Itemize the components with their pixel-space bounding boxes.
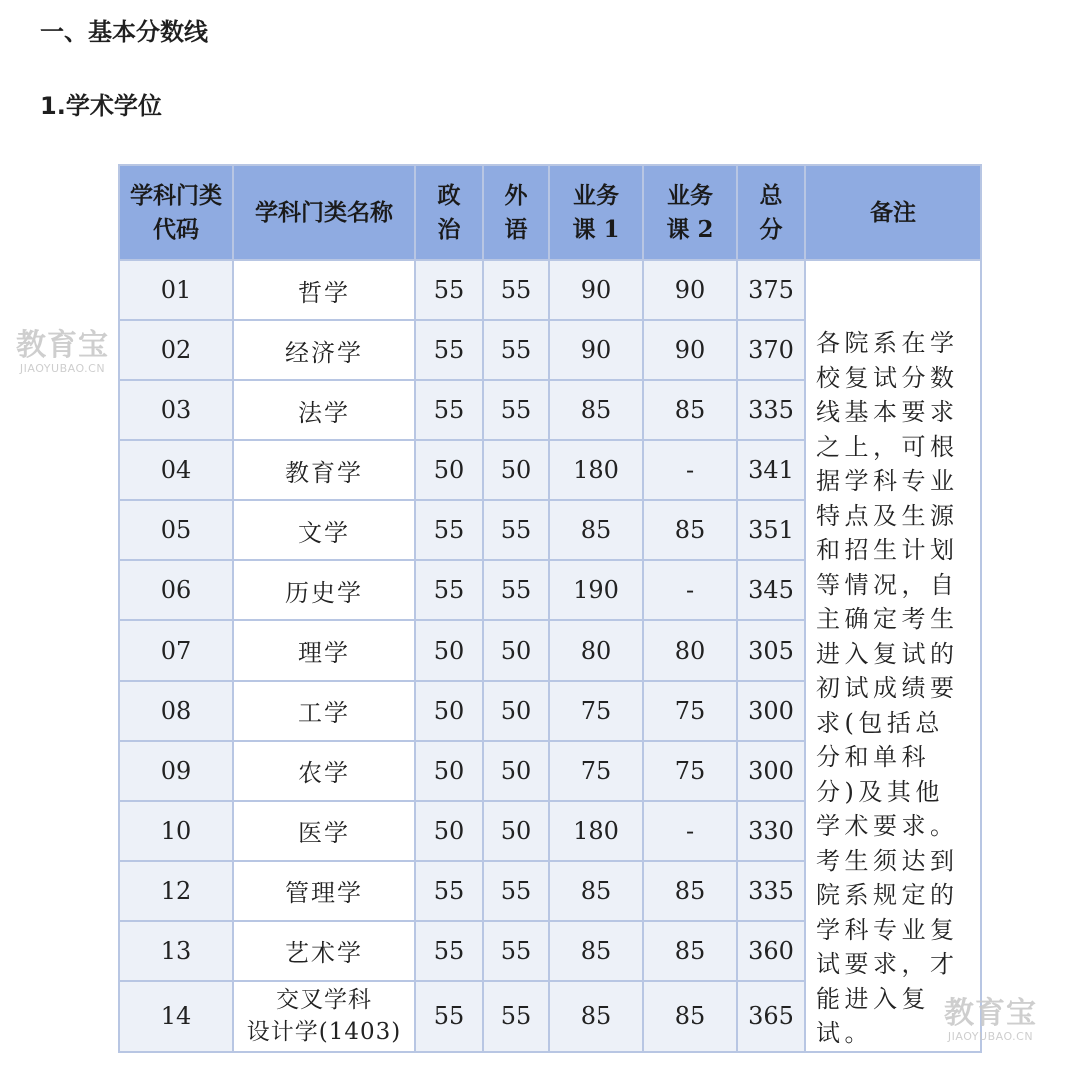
header-course-1: 业务 课 1 (549, 165, 643, 260)
cell-code: 02 (119, 320, 233, 380)
cell-total: 335 (737, 861, 805, 921)
cell-code: 05 (119, 500, 233, 560)
cell-name: 历史学 (233, 560, 415, 620)
cell-code: 10 (119, 801, 233, 861)
remark-cell (805, 260, 981, 1052)
cell-course2: - (643, 560, 737, 620)
cell-code: 08 (119, 681, 233, 741)
cell-course2: 75 (643, 681, 737, 741)
cell-course2: 85 (643, 921, 737, 981)
cell-politics: 55 (415, 861, 483, 921)
cell-course1: 190 (549, 560, 643, 620)
cell-course1: 180 (549, 440, 643, 500)
header-remark: 备注 (805, 165, 981, 260)
cell-code: 04 (119, 440, 233, 500)
cell-foreign-language: 55 (483, 921, 549, 981)
cell-politics: 55 (415, 380, 483, 440)
header-name: 学科门类名称 (233, 165, 415, 260)
cell-politics: 55 (415, 921, 483, 981)
watermark-logo (16, 330, 109, 376)
cell-foreign-language: 55 (483, 861, 549, 921)
cell-course1: 90 (549, 320, 643, 380)
cell-course1: 80 (549, 620, 643, 680)
cell-foreign-language: 55 (483, 260, 549, 320)
cell-course2: 90 (643, 260, 737, 320)
cell-course2: 85 (643, 981, 737, 1052)
cell-politics: 55 (415, 320, 483, 380)
cell-name: 工学 (233, 681, 415, 741)
cell-politics: 55 (415, 981, 483, 1052)
cell-foreign-language: 55 (483, 500, 549, 560)
cell-foreign-language: 50 (483, 620, 549, 680)
cell-foreign-language: 50 (483, 681, 549, 741)
cell-total: 305 (737, 620, 805, 680)
cell-politics: 55 (415, 500, 483, 560)
cell-course2: 80 (643, 620, 737, 680)
table-header-row (119, 165, 981, 260)
watermark-sub-text: JIAOYUBAO.CN (947, 1030, 1034, 1043)
cell-code: 06 (119, 560, 233, 620)
cell-total: 300 (737, 681, 805, 741)
cell-total: 351 (737, 500, 805, 560)
cell-name: 教育学 (233, 440, 415, 500)
cell-code: 09 (119, 741, 233, 801)
cell-foreign-language: 55 (483, 560, 549, 620)
cell-course2: - (643, 801, 737, 861)
watermark-main-text: 教育宝 (16, 328, 109, 363)
cell-total: 335 (737, 380, 805, 440)
cell-total: 330 (737, 801, 805, 861)
cell-code: 12 (119, 861, 233, 921)
cell-course2: 75 (643, 741, 737, 801)
cell-total: 365 (737, 981, 805, 1052)
cell-course2: 85 (643, 380, 737, 440)
cell-foreign-language: 55 (483, 380, 549, 440)
cell-total: 341 (737, 440, 805, 500)
header-course-2: 业务 课 2 (643, 165, 737, 260)
cell-name: 经济学 (233, 320, 415, 380)
cell-name: 哲学 (233, 260, 415, 320)
cell-course2: 85 (643, 500, 737, 560)
cell-code: 01 (119, 260, 233, 320)
cell-politics: 50 (415, 801, 483, 861)
cell-foreign-language: 55 (483, 981, 549, 1052)
cell-total: 345 (737, 560, 805, 620)
cell-foreign-language: 55 (483, 320, 549, 380)
cell-politics: 50 (415, 620, 483, 680)
cell-politics: 55 (415, 560, 483, 620)
table-row (119, 260, 981, 320)
cell-name: 艺术学 (233, 921, 415, 981)
header-total: 总 分 (737, 165, 805, 260)
cell-politics: 50 (415, 440, 483, 500)
cell-name: 交叉学科 设计学(1403) (233, 981, 415, 1052)
cell-course1: 85 (549, 921, 643, 981)
cell-total: 375 (737, 260, 805, 320)
cell-name: 医学 (233, 801, 415, 861)
header-politics: 政 治 (415, 165, 483, 260)
cell-politics: 55 (415, 260, 483, 320)
cell-course1: 180 (549, 801, 643, 861)
cell-code: 14 (119, 981, 233, 1052)
cell-name: 管理学 (233, 861, 415, 921)
cell-foreign-language: 50 (483, 801, 549, 861)
cell-foreign-language: 50 (483, 741, 549, 801)
cell-name: 农学 (233, 741, 415, 801)
cell-politics: 50 (415, 681, 483, 741)
cell-course1: 85 (549, 380, 643, 440)
header-code: 学科门类 代码 (119, 165, 233, 260)
watermark-main-text: 教育宝 (944, 996, 1037, 1031)
cell-code: 03 (119, 380, 233, 440)
cell-course1: 85 (549, 981, 643, 1052)
cell-total: 370 (737, 320, 805, 380)
cell-course2: - (643, 440, 737, 500)
header-foreign-language: 外 语 (483, 165, 549, 260)
cell-name: 理学 (233, 620, 415, 680)
cell-course1: 75 (549, 741, 643, 801)
cell-name: 文学 (233, 500, 415, 560)
cell-course1: 85 (549, 500, 643, 560)
cell-code: 07 (119, 620, 233, 680)
sub-heading: 1.学术学位 (40, 92, 162, 120)
cell-course2: 90 (643, 320, 737, 380)
section-heading: 一、基本分数线 (40, 18, 208, 46)
watermark-sub-text: JIAOYUBAO.CN (19, 362, 106, 375)
remark-text: 各院系在学校复试分数线基本要求之上，可根据学科专业特点及生源和招生计划等情况，自主确定考生进入复试的初试成绩要求(包括总分和单科分)及其他学术要求。考生须达到院系规定的学科专业复试要求，才能进入复试。 (816, 329, 959, 1047)
cell-total: 360 (737, 921, 805, 981)
score-table (118, 164, 982, 1053)
cell-foreign-language: 50 (483, 440, 549, 500)
cell-total: 300 (737, 741, 805, 801)
cell-course2: 85 (643, 861, 737, 921)
watermark-logo (944, 998, 1037, 1044)
table-body (119, 260, 981, 1052)
cell-course1: 90 (549, 260, 643, 320)
cell-politics: 50 (415, 741, 483, 801)
cell-course1: 75 (549, 681, 643, 741)
cell-name: 法学 (233, 380, 415, 440)
cell-code: 13 (119, 921, 233, 981)
cell-course1: 85 (549, 861, 643, 921)
